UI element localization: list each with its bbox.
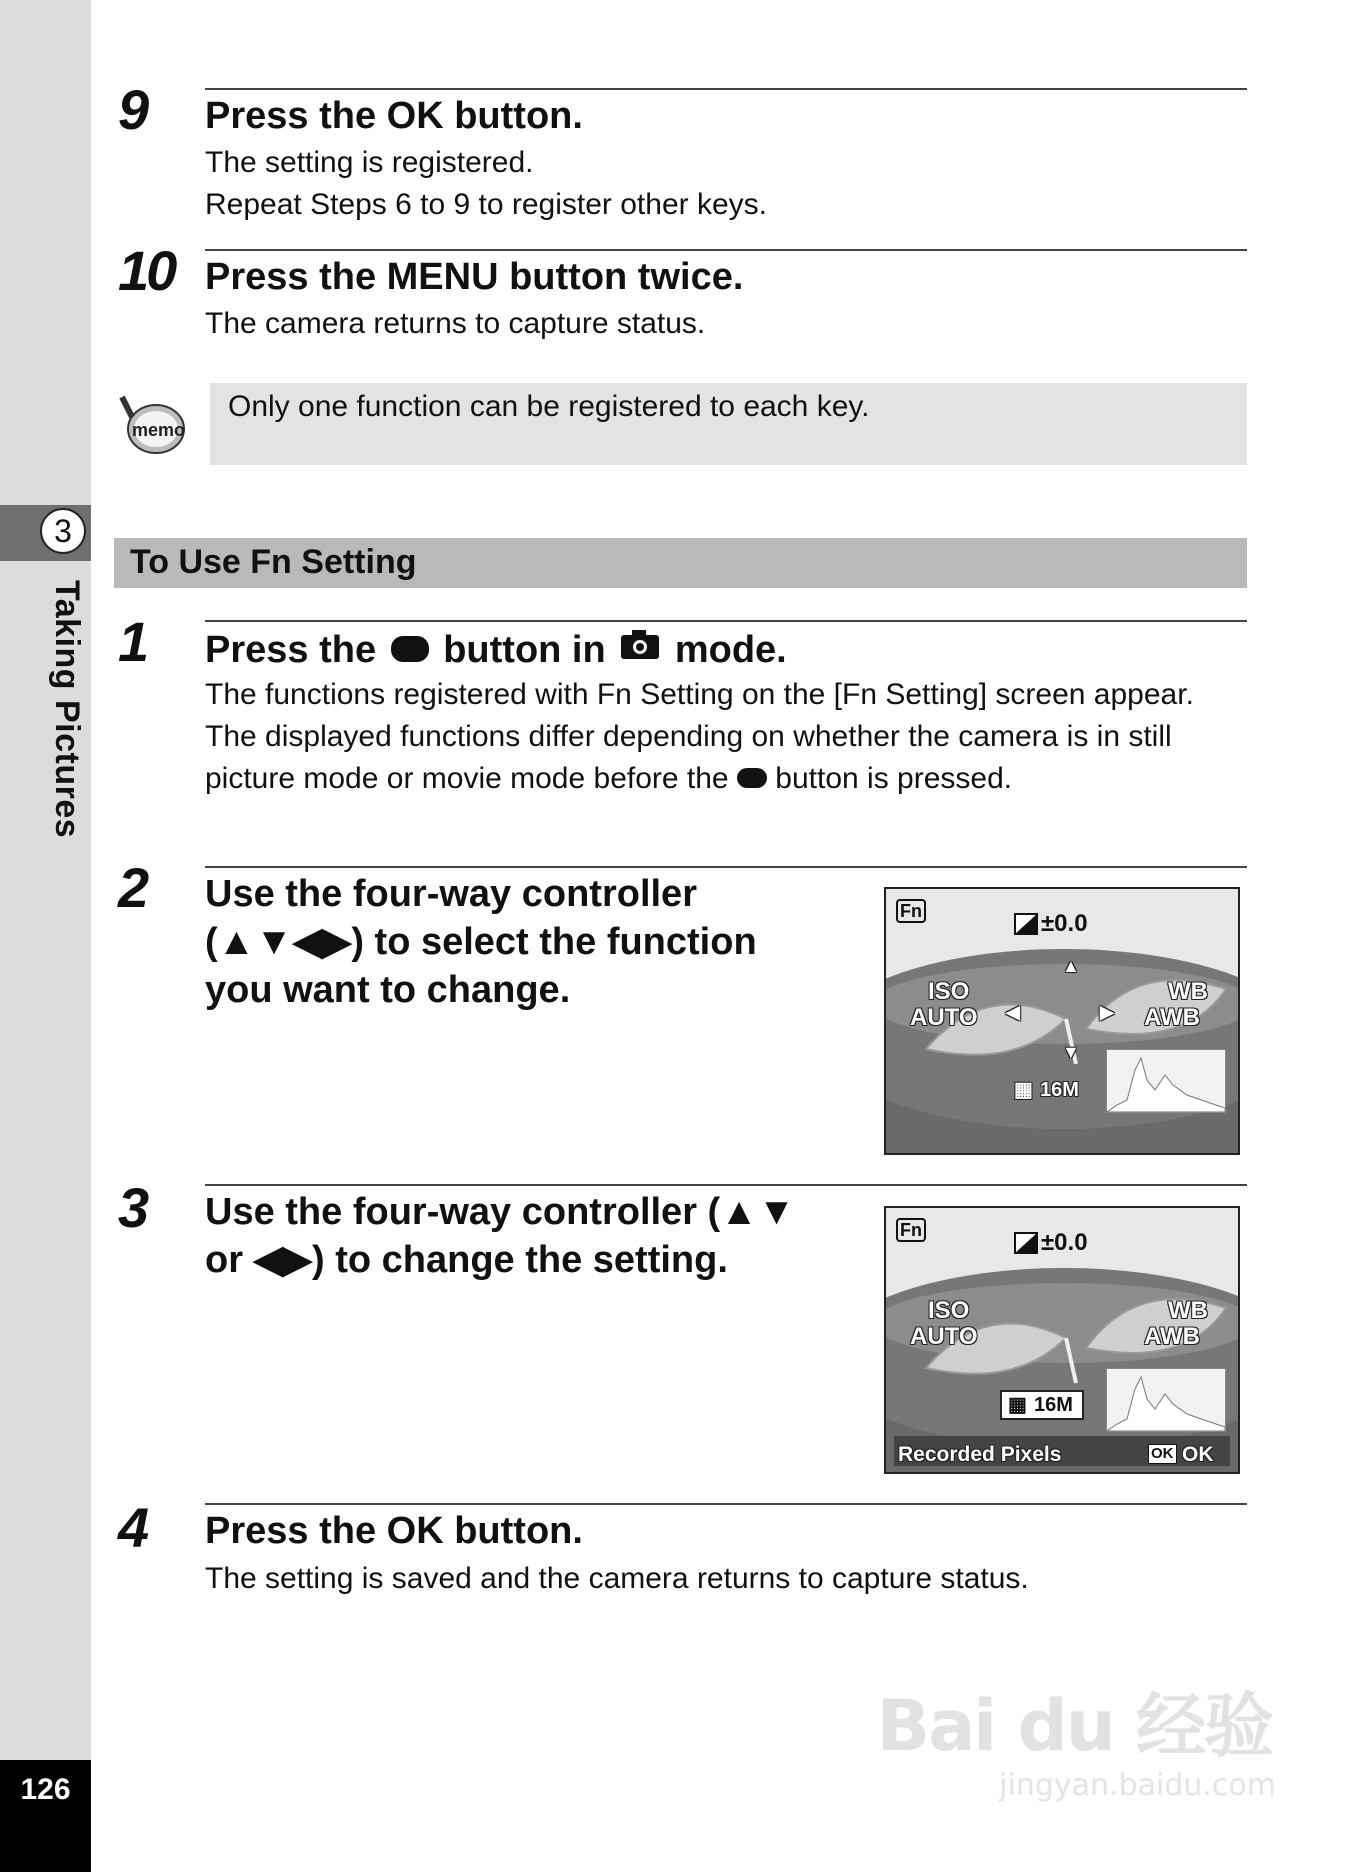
recorded-pixels-icon: ▦ xyxy=(1008,1394,1027,1416)
step-number: 2 xyxy=(118,856,147,919)
step-body xyxy=(205,674,1245,800)
wb-label: WB xyxy=(1168,1297,1208,1324)
iso-label: ISO xyxy=(928,978,970,1005)
body-line: The camera returns to capture status. xyxy=(205,307,706,340)
heading-line: Use the four-way controller (▲▼ xyxy=(205,1191,796,1233)
recorded-pixels-value: 16M xyxy=(1034,1394,1073,1416)
histogram xyxy=(1106,1368,1226,1432)
section-title: To Use Fn Setting xyxy=(130,543,417,581)
step-heading: Press the OK button. xyxy=(205,95,583,137)
step-body xyxy=(205,1558,1245,1600)
recorded-pixels-value: 16M xyxy=(1040,1079,1079,1101)
step-number: 1 xyxy=(118,610,147,673)
watermark-logo: Bai du 经验 xyxy=(876,1685,1272,1767)
camera-screen-change xyxy=(884,1206,1240,1474)
watermark-url: jingyan.baidu.com xyxy=(999,1768,1276,1803)
body-line xyxy=(205,716,1245,800)
ok-label: OK xyxy=(1182,1443,1214,1466)
body-line: The setting is saved and the camera returns to capture status. xyxy=(205,1562,1029,1595)
step-number: 4 xyxy=(118,1496,147,1559)
ok-key-icon: OK xyxy=(1148,1444,1177,1464)
heading-line: (▲▼◀▶) to select the function xyxy=(205,921,757,963)
caption-text: Recorded Pixels xyxy=(898,1443,1062,1466)
chapter-number: 3 xyxy=(40,508,86,554)
step-number: 10 xyxy=(118,239,175,302)
step-heading xyxy=(205,624,787,680)
iso-label: ISO xyxy=(928,1297,970,1324)
step-heading: Press the OK button. xyxy=(205,1510,583,1552)
camera-icon xyxy=(620,624,660,672)
heading-line: Use the four-way controller xyxy=(205,873,697,915)
wb-value: AWB xyxy=(1144,1004,1200,1031)
body-text-part: The displayed functions differ depending on whether the camera is in still picture mode or movie mode before the xyxy=(205,720,1172,795)
body-line: The functions registered with Fn Setting on the [Fn Setting] screen appear. xyxy=(205,678,1194,711)
ev-value: ±0.0 xyxy=(1041,1229,1088,1256)
arrow-up-icon: ▲ xyxy=(1062,956,1080,976)
fn-button-icon xyxy=(737,768,767,788)
step-body xyxy=(205,303,1245,345)
histogram xyxy=(1106,1049,1226,1113)
memo-icon xyxy=(118,395,188,455)
memo-text: Only one function can be registered to each key. xyxy=(228,390,870,423)
step-divider xyxy=(205,1503,1247,1505)
wb-value: AWB xyxy=(1144,1323,1200,1350)
step-body xyxy=(205,142,1245,226)
step-divider xyxy=(205,249,1247,251)
iso-value: AUTO xyxy=(910,1004,978,1031)
chapter-title: Taking Pictures xyxy=(48,580,86,839)
arrow-right-icon: ▶ xyxy=(1100,1002,1114,1022)
step-number: 9 xyxy=(118,78,147,141)
step-number: 3 xyxy=(118,1176,147,1239)
heading-text: button in xyxy=(432,629,617,672)
step-heading: Press the MENU button twice. xyxy=(205,256,744,298)
chapter-sidebar xyxy=(0,0,91,1872)
fn-indicator: Fn xyxy=(896,1218,926,1242)
body-line: Repeat Steps 6 to 9 to register other keys. xyxy=(205,188,767,221)
fn-indicator: Fn xyxy=(896,899,926,923)
wb-label: WB xyxy=(1168,978,1208,1005)
heading-text: Press the xyxy=(205,629,387,672)
body-text-part: button is pressed. xyxy=(766,762,1013,795)
step-divider xyxy=(205,620,1247,622)
step-divider xyxy=(205,1184,1247,1186)
heading-text: mode. xyxy=(664,629,787,672)
page-number: 126 xyxy=(20,1773,71,1806)
body-line: The setting is registered. xyxy=(205,146,534,179)
camera-screen-select xyxy=(884,887,1240,1155)
step-divider xyxy=(205,88,1247,90)
step-heading xyxy=(205,1188,795,1284)
svg-text:memo: memo xyxy=(132,420,186,440)
ev-value: ±0.0 xyxy=(1041,910,1088,937)
recorded-pixels-icon: ▦ xyxy=(1014,1079,1033,1101)
heading-line: you want to change. xyxy=(205,969,571,1011)
arrow-left-icon: ◀ xyxy=(1006,1002,1020,1022)
step-heading xyxy=(205,870,757,1014)
heading-line: or ◀▶) to change the setting. xyxy=(205,1239,728,1281)
step-divider xyxy=(205,866,1247,868)
fn-button-icon xyxy=(391,636,429,662)
arrow-down-icon: ▼ xyxy=(1062,1042,1080,1062)
iso-value: AUTO xyxy=(910,1323,978,1350)
